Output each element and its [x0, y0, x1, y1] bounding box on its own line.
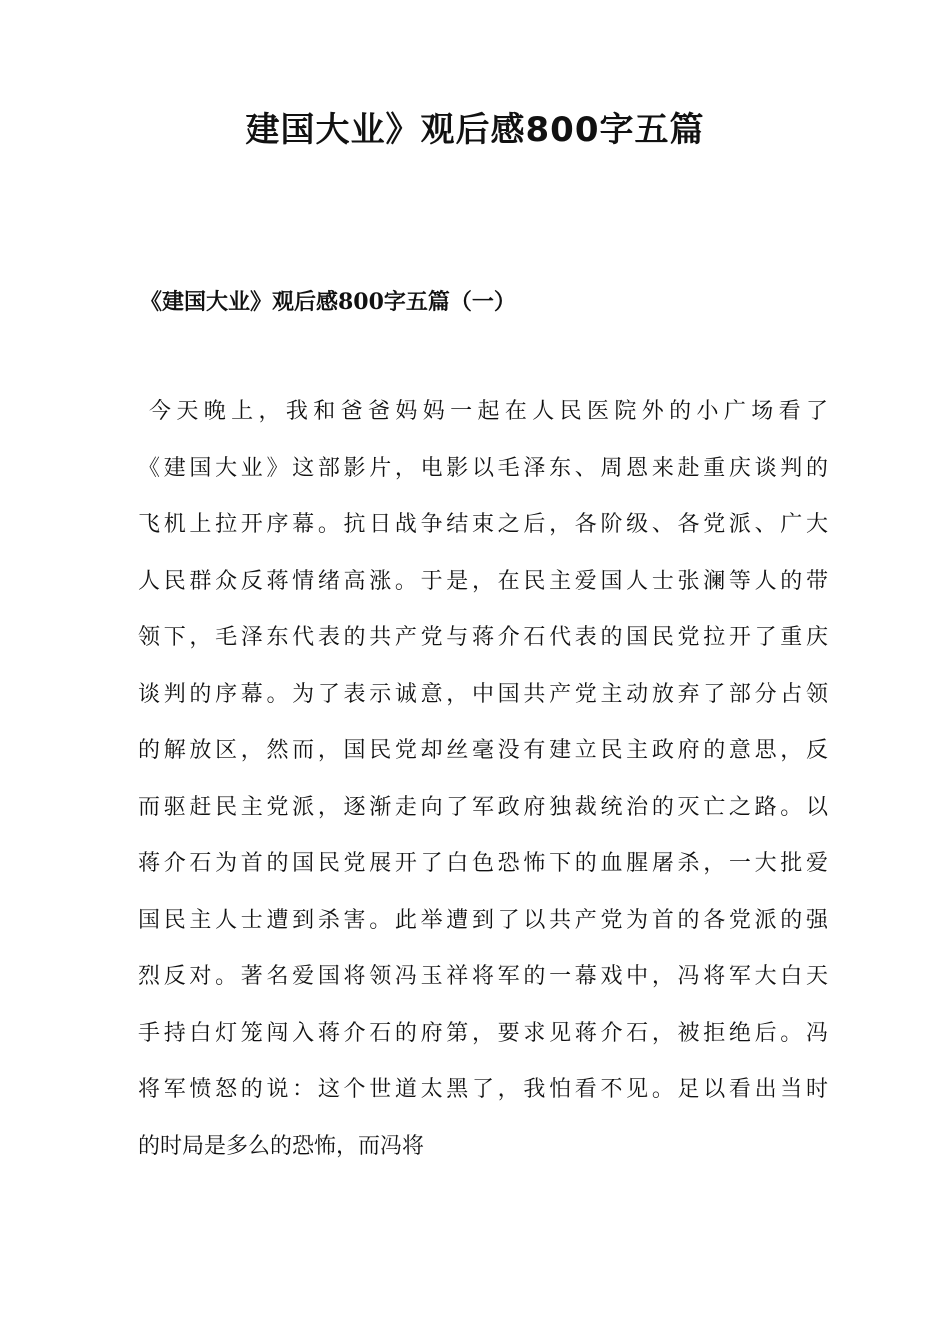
paragraph-line: 而驱赶民主党派，逐渐走向了军政府独裁统治的灭亡之路。以 — [138, 794, 828, 820]
paragraph-line: 手持白灯笼闯入蒋介石的府第，要求见蒋介石，被拒绝后。冯 — [138, 1020, 828, 1046]
paragraph-line: 人民群众反蒋情绪高涨。于是，在民主爱国人士张澜等人的带 — [138, 568, 828, 594]
paragraph-line: 今天晚上，我和爸爸妈妈一起在人民医院外的小广场看了 — [149, 399, 828, 424]
paragraph-line: 飞机上拉开序幕。抗日战争结束之后，各阶级、各党派、广大 — [138, 512, 828, 537]
paragraph-line: 的时局是多么的恐怖，而冯将 — [138, 1133, 425, 1159]
document-title: 建国大业》观后感800字五篇 — [245, 110, 705, 150]
paragraph-line: 将军愤怒的说：这个世道太黑了，我怕看不见。足以看出当时 — [138, 1077, 828, 1102]
paragraph-line: 烈反对。著名爱国将领冯玉祥将军的一幕戏中，冯将军大白天 — [138, 964, 828, 989]
paragraph-line: 蒋介石为首的国民党展开了白色恐怖下的血腥屠杀，一大批爱 — [138, 851, 828, 876]
section-heading: 《建国大业》观后感800字五篇（一） — [140, 289, 516, 315]
paragraph-line: 《建国大业》这部影片，电影以毛泽东、周恩来赴重庆谈判的 — [138, 455, 828, 481]
paragraph-line: 领下，毛泽东代表的共产党与蒋介石代表的国民党拉开了重庆 — [138, 625, 828, 650]
paragraph-line: 谈判的序幕。为了表示诚意，中国共产党主动放弃了部分占领 — [138, 681, 828, 707]
body-paragraph — [138, 384, 828, 1175]
paragraph-line: 国民主人士遭到杀害。此举遭到了以共产党为首的各党派的强 — [138, 907, 828, 933]
paragraph-line: 的解放区，然而，国民党却丝毫没有建立民主政府的意思，反 — [138, 738, 828, 763]
